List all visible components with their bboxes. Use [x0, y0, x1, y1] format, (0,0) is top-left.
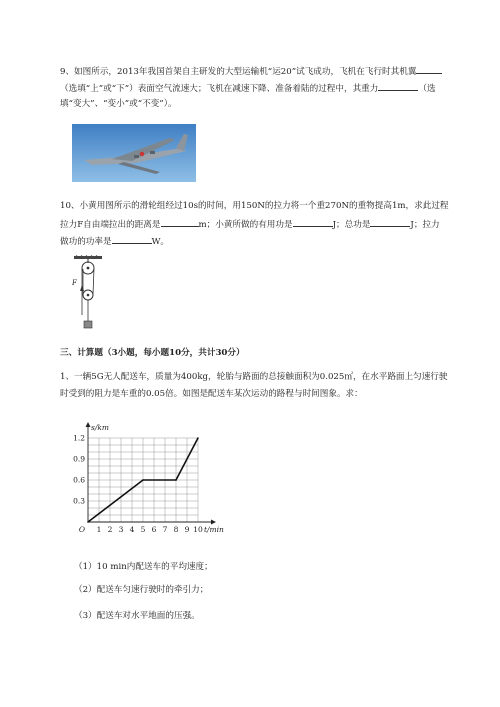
x-tick-label: 9: [184, 525, 190, 534]
y-axis-label: s/km: [91, 423, 110, 432]
q10-blank-distance[interactable]: [161, 217, 199, 227]
airplane-photo: [72, 124, 196, 182]
x-tick-label: 7: [162, 525, 168, 534]
data-point: [87, 521, 89, 523]
q9-line1: 9、如图所示，2013年我国首架自主研发的大型运输机“运20”试飞成功，飞机在飞行时其机翼: [60, 64, 442, 78]
q9-line2: （选填“上”或“下”）表面空气流速大；飞机在减速下降、准备着陆的过程中，其重力 （选: [60, 81, 436, 95]
q9-blank-1[interactable]: [416, 64, 442, 74]
q10-line3: 做功的功率是 W。: [60, 234, 169, 248]
y-tick-label: 0.3: [73, 496, 85, 506]
pulley-diagram: [68, 255, 108, 335]
x-axis-label: t/min: [204, 525, 224, 534]
q10-line2: 拉力F自由端拉出的距离是 m；小黄所做的有用功是 J；总功是 J；拉力: [60, 217, 440, 231]
data-point: [197, 437, 199, 439]
y-tick-label: 1.2: [73, 433, 85, 443]
pulley-force-label: F: [72, 279, 77, 287]
calc1-line2: 时受到的阻力是车重的0.05倍。如图是配送车某次运动的路程与时间图象。求：: [60, 389, 363, 399]
x-tick-label: 8: [173, 525, 179, 534]
x-tick-label: 4: [129, 525, 135, 534]
distance-time-graph: [70, 410, 250, 545]
x-tick-label: 5: [140, 525, 146, 534]
y-axis-arrow: [86, 422, 91, 427]
y-tick-label: 0.9: [73, 454, 85, 464]
q10-line1: 10、小黄用图所示的滑轮组经过10s的时间，用150N的拉力将一个重270N的重物提高1m，求此过程: [60, 201, 449, 211]
y-tick-label: 0.6: [73, 475, 85, 485]
data-point: [175, 479, 177, 481]
q9-blank-2[interactable]: [378, 81, 418, 91]
x-tick-label: 3: [118, 525, 124, 534]
x-tick-label: 1: [96, 525, 102, 534]
q10-blank-useful-work[interactable]: [293, 217, 333, 227]
data-point: [142, 479, 144, 481]
x-axis-arrow: [211, 520, 216, 525]
q10-blank-power[interactable]: [112, 234, 152, 244]
q9-line3: 填“变大”、“变小”或“不变”）。: [60, 99, 177, 109]
calc1-sub3: （3）配送车对水平地面的压强。: [74, 611, 200, 621]
calc1-sub2: （2）配送车匀速行驶时的牵引力；: [74, 585, 209, 595]
x-tick-label: 6: [151, 525, 157, 534]
calc1-line1: 1、一辆5G无人配送车，质量为400kg，轮胎与路面的总接触面积为0.025㎡，在水平路面上匀速行驶: [60, 372, 448, 382]
section-title: 三、计算题（3小题，每小题10分，共计30分）: [60, 348, 245, 358]
calc1-sub1: （1）10 min内配送车的平均速度；: [74, 562, 213, 572]
q10-blank-total-work[interactable]: [370, 217, 410, 227]
x-tick-label: 10: [193, 525, 203, 534]
x-tick-label: 2: [107, 525, 113, 534]
origin-label: O: [78, 525, 85, 534]
